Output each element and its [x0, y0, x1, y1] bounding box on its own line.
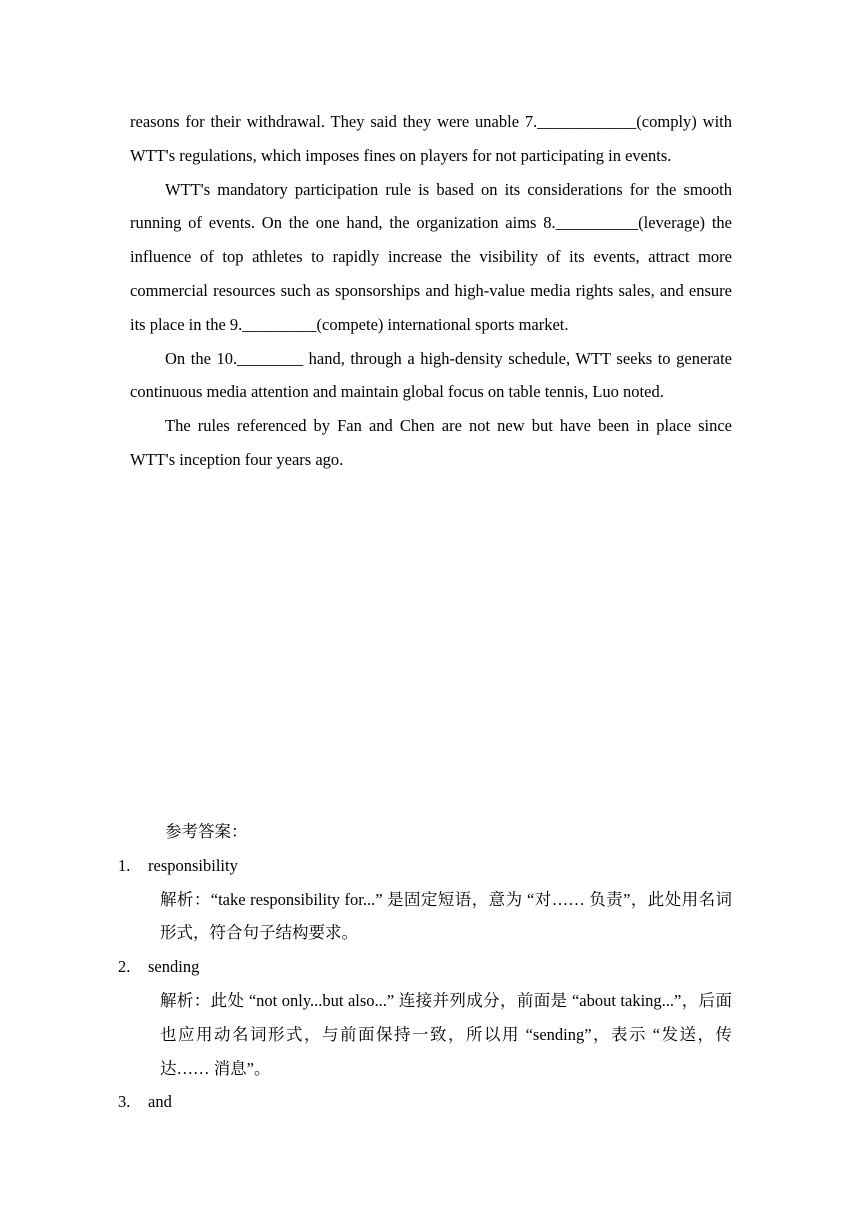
answer-number: 1.: [118, 855, 131, 875]
passage-paragraph-3: On the 10.________ hand, through a high-density schedule, WTT seeks to generate continuous media attention and maintain global focus on table tennis, Luo noted.: [130, 348, 732, 402]
answer-number: 2.: [118, 957, 131, 977]
answer-explanation: 解析：“take responsibility for...” 是固定短语，意为 “对…… 负责”，此处用名词形式，符合句子结构要求。: [160, 889, 732, 943]
answer-number: 3.: [118, 1092, 131, 1112]
answer-key-section: [118, 815, 732, 1119]
answer-key-heading: 参考答案：: [165, 822, 248, 841]
reading-passage: [130, 105, 732, 477]
answer-item-2: [118, 950, 732, 1085]
answer-row: [118, 950, 732, 984]
answer-word: responsibility: [148, 855, 238, 875]
passage-paragraph-4: The rules referenced by Fan and Chen are not new but have been in place since WTT's inception four years ago.: [130, 416, 732, 469]
answer-word: and: [148, 1092, 172, 1112]
answer-row: [118, 1085, 732, 1119]
answer-item-1: [118, 849, 732, 950]
passage-paragraph-1: reasons for their withdrawal. They said they were unable 7.____________(comply) with WTT's regulations, which imposes fines on players for not participating in events.: [130, 112, 732, 165]
answer-item-3: [118, 1085, 732, 1119]
answer-explanation: 解析：此处 “not only...but also...” 连接并列成分，前面是 “about taking...”，后面也应用动名词形式，与前面保持一致，所以用 “sending”，表示 “发送，传达…… 消息”。: [160, 990, 732, 1078]
answer-row: [118, 849, 732, 883]
answer-list: [118, 849, 732, 1119]
passage-paragraph-2: WTT's mandatory participation rule is based on its considerations for the smooth running of events. On the one hand, the organization aims 8.__________(leverage) the influence of top athletes to rapidly increase the visibility of its events, attract more commercial resources such as sponsorships and high-value media rights sales, and ensure its place in the 9._________(compete) international sports market.: [130, 179, 732, 334]
answer-word: sending: [148, 957, 200, 977]
